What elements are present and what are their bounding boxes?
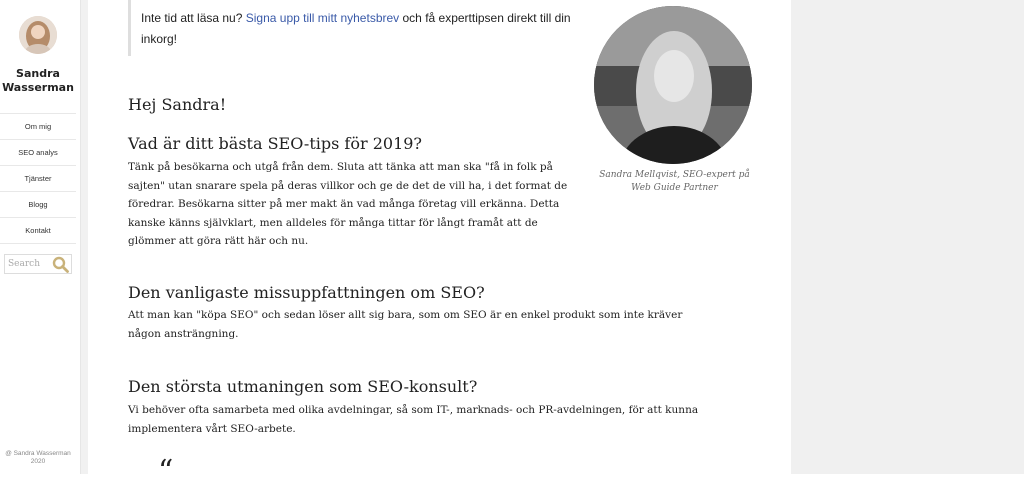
sidebar xyxy=(0,0,81,474)
sidebar-nav xyxy=(0,113,76,244)
section-heading-missuppfattning: Den vanligaste missuppfattningen om SEO? xyxy=(128,283,485,302)
nav-item-kontakt[interactable]: Kontakt xyxy=(0,217,76,244)
sidebar-footer xyxy=(0,450,76,466)
portrait-photo xyxy=(594,6,752,164)
search-input[interactable] xyxy=(8,259,48,269)
sidebar-gutter xyxy=(81,0,88,474)
portrait-caption: Sandra Mellqvist, SEO-expert på Web Guide Partner xyxy=(599,170,750,193)
nav-item-blogg[interactable]: Blogg xyxy=(0,191,76,217)
nav-item-seo-analys[interactable]: SEO analys xyxy=(0,139,76,165)
callout-text-after: och få experttipsen direkt till din inkorg! xyxy=(141,11,571,46)
section-heading-seo-tips: Vad är ditt bästa SEO-tips för 2019? xyxy=(128,134,422,153)
section-body-utmaning: Vi behöver ofta samarbeta med olika avdelningar, så som IT-, marknads- och PR-avdelningen, för att kunna implementera vårt SEO-arbete. xyxy=(128,404,699,435)
nav-item-tjanster[interactable]: Tjänster xyxy=(0,165,76,191)
avatar[interactable] xyxy=(19,16,57,54)
search-box xyxy=(4,254,72,274)
site-name[interactable]: Sandra Wasserman xyxy=(2,67,74,94)
newsletter-callout xyxy=(128,0,590,56)
newsletter-signup-link[interactable]: Signa upp till mitt nyhetsbrev xyxy=(245,11,400,25)
section-body-missuppfattning: Att man kan "köpa SEO" och sedan löser allt sig bara, som om SEO är en enkel produkt som inte kräver någon ansträngning. xyxy=(128,309,683,340)
quote-mark-icon: “ xyxy=(158,454,174,489)
section-heading-utmaning: Den största utmaningen som SEO-konsult? xyxy=(128,377,478,396)
nav-item-om-mig[interactable]: Om mig xyxy=(0,113,76,139)
callout-text-before: Inte tid att läsa nu? xyxy=(141,11,246,25)
search-icon[interactable] xyxy=(52,256,69,273)
greeting: Hej Sandra! xyxy=(128,95,227,114)
page-background-right xyxy=(791,0,1024,474)
section-body-seo-tips: Tänk på besökarna och utgå från dem. Sluta att tänka att man ska "få in folk på sajten" utan snarare spela på deras villkor och ge de det de vill ha, i det format de föredrar. Besökarna sitter på mer makt än vad många företag vill erkänna. Detta kanske känns självklart, men alldeles för många tittar för långt framåt att de glömmer att göra rätt här och nu. xyxy=(128,161,568,247)
footer-year: 2020 xyxy=(30,458,46,465)
footer-copyright: @ Sandra Wasserman xyxy=(5,450,71,457)
